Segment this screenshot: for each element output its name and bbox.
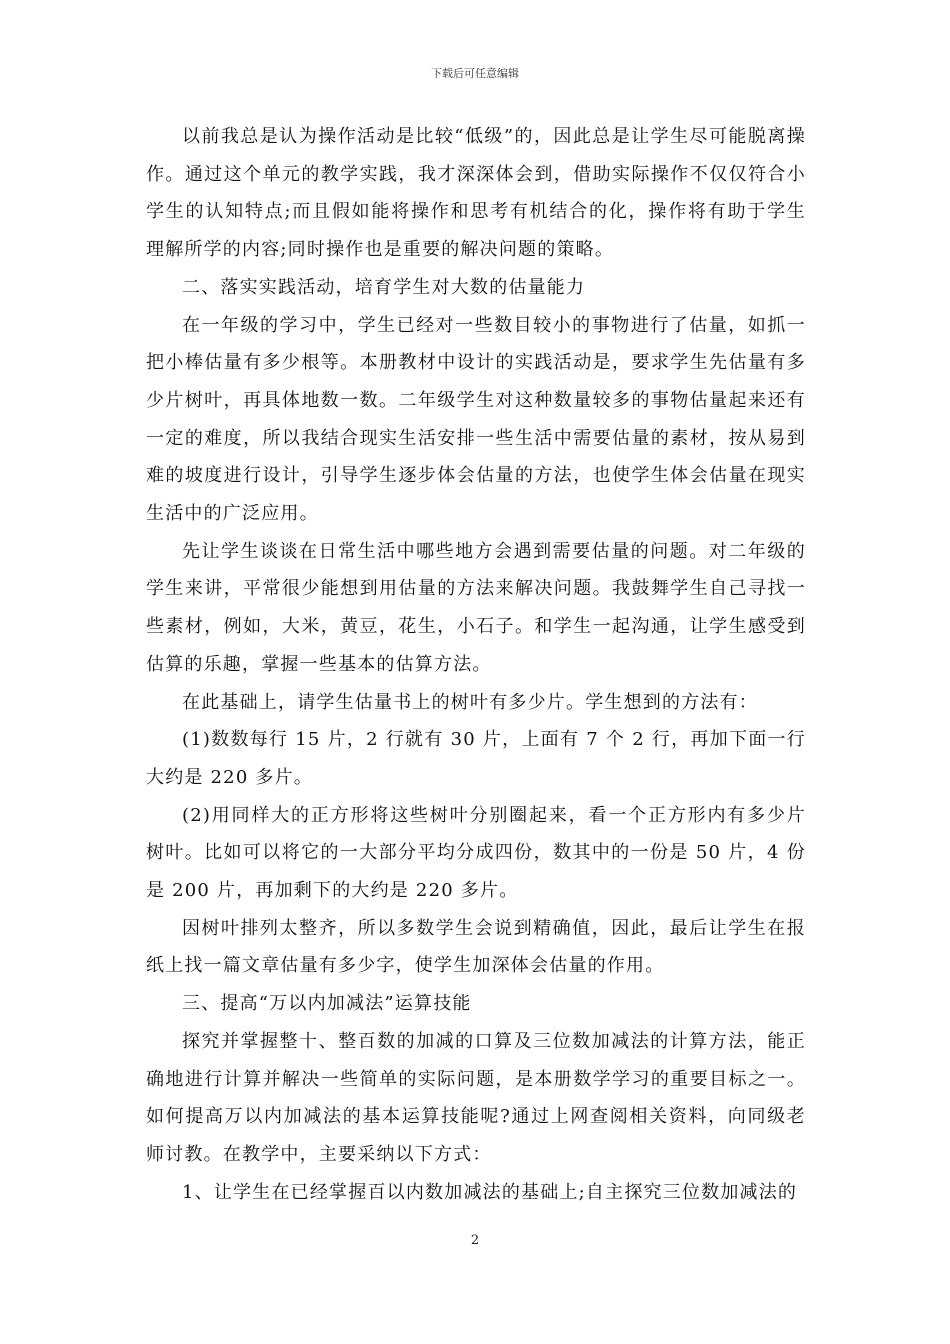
list-item: (1)数数每行 15 片，2 行就有 30 片，上面有 7 个 2 行，再加下面一行大约是 220 多片。 xyxy=(146,729,806,788)
page-header: 下载后可任意编辑 xyxy=(431,67,519,80)
paragraph: 以前我总是认为操作活动是比较“低级”的，因此总是让学生尽可能脱离操作。通过这个单元的教学实践，我才深深体会到，借助实际操作不仅仅符合小学生的认知特点;而且假如能将操作和思考有机结合的化，操作将有助于学生理解所学的内容;同时操作也是重要的解决问题的策略。 xyxy=(146,126,806,261)
paragraph: 探究并掌握整十、整百数的加减的口算及三位数加减法的计算方法，能正确地进行计算并解决一些简单的实际问题，是本册数学学习的重要目标之一。如何提高万以内加减法的基本运算技能呢?通过上网查阅相关资料，向同级老师讨教。在教学中，主要采纳以下方式： xyxy=(146,1030,806,1165)
paragraph: 在此基础上，请学生估量书上的树叶有多少片。学生想到的方法有： xyxy=(182,691,758,713)
list-item: 1、让学生在已经掌握百以内数加减法的基础上;自主探究三位数加减法的 xyxy=(182,1181,798,1203)
section-heading: 二、落实实践活动，培育学生对大数的估量能力 xyxy=(182,276,586,298)
page-number: 2 xyxy=(470,1233,480,1248)
section-heading: 三、提高“万以内加减法”运算技能 xyxy=(182,993,472,1015)
list-item: (2)用同样大的正方形将这些树叶分别圈起来，看一个正方形内有多少片树叶。比如可以将它的一大部分平均分成四份，数其中的一份是 50 片，4 份是 200 片，再加剩下的大约是 220 多片。 xyxy=(146,804,806,902)
paragraph: 因树叶排列太整齐，所以多数学生会说到精确值，因此，最后让学生在报纸上找一篇文章估量有多少字，使学生加深体会估量的作用。 xyxy=(146,917,806,977)
paragraph: 在一年级的学习中，学生已经对一些数目较小的事物进行了估量，如抓一把小棒估量有多少根等。本册教材中设计的实践活动是，要求学生先估量有多少片树叶，再具体地数一数。二年级学生对这种数量较多的事物估量起来还有一定的难度，所以我结合现实生活安排一些生活中需要估量的素材，按从易到难的坡度进行设计，引导学生逐步体会估量的方法，也使学生体会估量在现实生活中的广泛应用。 xyxy=(146,314,806,525)
document-body xyxy=(146,118,806,1211)
paragraph: 先让学生谈谈在日常生活中哪些地方会遇到需要估量的问题。对二年级的学生来讲，平常很少能想到用估量的方法来解决问题。我鼓舞学生自己寻找一些素材，例如，大米，黄豆，花生，小石子。和学生一起沟通，让学生感受到估算的乐趣，掌握一些基本的估算方法。 xyxy=(146,540,806,675)
